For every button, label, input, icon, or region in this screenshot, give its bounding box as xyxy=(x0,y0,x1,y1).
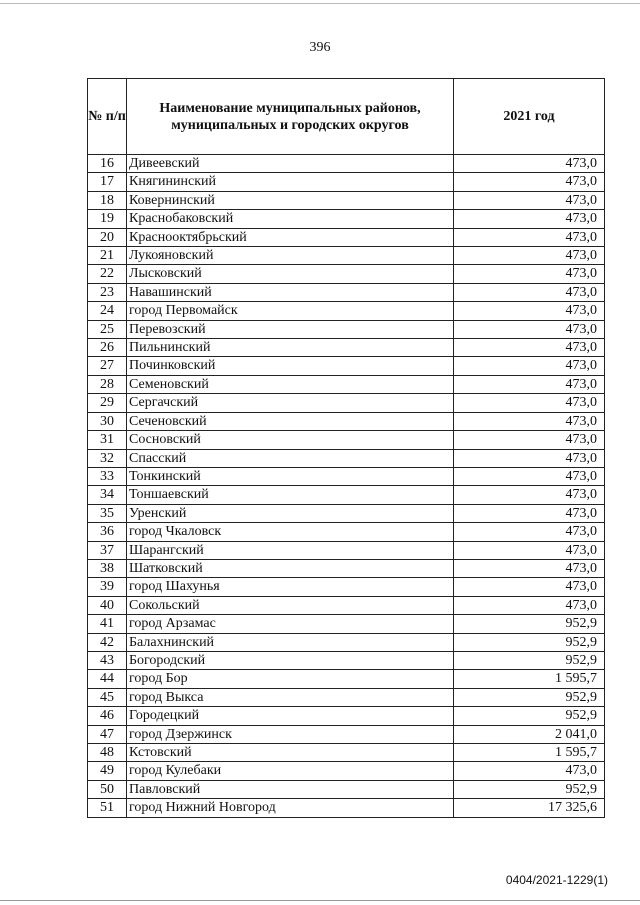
table-row xyxy=(88,559,605,577)
table-row xyxy=(88,596,605,614)
row-name: Балахнинский xyxy=(127,633,454,651)
table-row xyxy=(88,615,605,633)
table-row xyxy=(88,320,605,338)
table-row xyxy=(88,762,605,780)
table-row xyxy=(88,578,605,596)
table-header-row xyxy=(88,79,605,155)
row-value: 473,0 xyxy=(454,467,605,485)
row-number: 23 xyxy=(88,283,127,301)
table-row xyxy=(88,339,605,357)
row-value: 952,9 xyxy=(454,780,605,798)
row-number: 20 xyxy=(88,228,127,246)
row-number: 35 xyxy=(88,504,127,522)
row-number: 16 xyxy=(88,155,127,173)
row-name: Княгининский xyxy=(127,173,454,191)
row-number: 47 xyxy=(88,725,127,743)
table-row xyxy=(88,210,605,228)
row-value: 2 041,0 xyxy=(454,725,605,743)
table-row xyxy=(88,173,605,191)
row-name: город Чкаловск xyxy=(127,523,454,541)
row-number: 25 xyxy=(88,320,127,338)
table-row xyxy=(88,191,605,209)
row-value: 473,0 xyxy=(454,247,605,265)
row-value: 473,0 xyxy=(454,210,605,228)
row-number: 49 xyxy=(88,762,127,780)
row-value: 473,0 xyxy=(454,541,605,559)
table-row xyxy=(88,541,605,559)
table-body xyxy=(88,155,605,818)
row-value: 473,0 xyxy=(454,486,605,504)
row-name: Городецкий xyxy=(127,707,454,725)
row-name: Навашинский xyxy=(127,283,454,301)
row-value: 473,0 xyxy=(454,265,605,283)
row-name: город Дзержинск xyxy=(127,725,454,743)
row-value: 473,0 xyxy=(454,449,605,467)
table-row xyxy=(88,247,605,265)
table-row xyxy=(88,780,605,798)
row-name: Сосновский xyxy=(127,431,454,449)
row-value: 473,0 xyxy=(454,504,605,522)
table-row xyxy=(88,283,605,301)
table-row xyxy=(88,431,605,449)
table-row xyxy=(88,688,605,706)
row-value: 473,0 xyxy=(454,559,605,577)
row-name: Пильнинский xyxy=(127,339,454,357)
scan-edge-bottom xyxy=(0,900,640,901)
row-value: 473,0 xyxy=(454,357,605,375)
row-value: 473,0 xyxy=(454,320,605,338)
row-number: 48 xyxy=(88,744,127,762)
row-name: Шарангский xyxy=(127,541,454,559)
table-row xyxy=(88,412,605,430)
header-num: № п/п xyxy=(88,79,127,155)
row-number: 42 xyxy=(88,633,127,651)
row-number: 26 xyxy=(88,339,127,357)
document-code: 0404/2021-1229(1) xyxy=(505,873,608,887)
row-value: 473,0 xyxy=(454,412,605,430)
row-number: 38 xyxy=(88,559,127,577)
row-number: 30 xyxy=(88,412,127,430)
row-number: 44 xyxy=(88,670,127,688)
table-row xyxy=(88,651,605,669)
row-number: 41 xyxy=(88,615,127,633)
table-row xyxy=(88,707,605,725)
row-name: город Нижний Новгород xyxy=(127,799,454,817)
row-value: 1 595,7 xyxy=(454,670,605,688)
row-number: 19 xyxy=(88,210,127,228)
row-number: 28 xyxy=(88,375,127,393)
row-number: 40 xyxy=(88,596,127,614)
row-name: Ковернинский xyxy=(127,191,454,209)
row-number: 39 xyxy=(88,578,127,596)
row-name: город Первомайск xyxy=(127,302,454,320)
row-value: 473,0 xyxy=(454,394,605,412)
row-value: 1 595,7 xyxy=(454,744,605,762)
row-number: 18 xyxy=(88,191,127,209)
row-number: 51 xyxy=(88,799,127,817)
header-name: Наименование муниципальных районов, муниципальных и городских округов xyxy=(127,79,454,155)
table-row xyxy=(88,155,605,173)
table-row xyxy=(88,486,605,504)
row-number: 29 xyxy=(88,394,127,412)
row-name: Тоншаевский xyxy=(127,486,454,504)
row-value: 473,0 xyxy=(454,596,605,614)
row-number: 24 xyxy=(88,302,127,320)
table-row xyxy=(88,357,605,375)
row-number: 45 xyxy=(88,688,127,706)
row-number: 37 xyxy=(88,541,127,559)
row-number: 36 xyxy=(88,523,127,541)
row-number: 31 xyxy=(88,431,127,449)
row-name: Уренский xyxy=(127,504,454,522)
row-number: 33 xyxy=(88,467,127,485)
row-name: Шатковский xyxy=(127,559,454,577)
row-value: 952,9 xyxy=(454,688,605,706)
table-row xyxy=(88,504,605,522)
row-name: Починковский xyxy=(127,357,454,375)
scan-edge-top xyxy=(0,3,640,4)
row-value: 473,0 xyxy=(454,523,605,541)
municipal-table xyxy=(87,78,605,818)
table-row xyxy=(88,523,605,541)
row-name: город Выкса xyxy=(127,688,454,706)
table-row xyxy=(88,799,605,817)
row-number: 46 xyxy=(88,707,127,725)
row-number: 43 xyxy=(88,651,127,669)
row-number: 17 xyxy=(88,173,127,191)
row-name: Перевозский xyxy=(127,320,454,338)
table-row xyxy=(88,670,605,688)
row-value: 473,0 xyxy=(454,173,605,191)
row-value: 473,0 xyxy=(454,375,605,393)
row-name: Дивеевский xyxy=(127,155,454,173)
header-year: 2021 год xyxy=(454,79,605,155)
row-name: Краснобаковский xyxy=(127,210,454,228)
table-row xyxy=(88,725,605,743)
row-value: 473,0 xyxy=(454,191,605,209)
row-value: 17 325,6 xyxy=(454,799,605,817)
table-row xyxy=(88,302,605,320)
row-name: Лукояновский xyxy=(127,247,454,265)
row-value: 473,0 xyxy=(454,228,605,246)
row-number: 34 xyxy=(88,486,127,504)
row-value: 952,9 xyxy=(454,651,605,669)
row-name: Кстовский xyxy=(127,744,454,762)
row-value: 952,9 xyxy=(454,633,605,651)
row-value: 952,9 xyxy=(454,707,605,725)
row-value: 473,0 xyxy=(454,302,605,320)
row-name: город Шахунья xyxy=(127,578,454,596)
row-name: Семеновский xyxy=(127,375,454,393)
row-name: город Бор xyxy=(127,670,454,688)
table-row xyxy=(88,467,605,485)
row-value: 473,0 xyxy=(454,339,605,357)
row-number: 27 xyxy=(88,357,127,375)
row-name: город Арзамас xyxy=(127,615,454,633)
row-number: 50 xyxy=(88,780,127,798)
row-name: Богородский xyxy=(127,651,454,669)
row-name: город Кулебаки xyxy=(127,762,454,780)
row-name: Лысковский xyxy=(127,265,454,283)
row-value: 473,0 xyxy=(454,283,605,301)
row-name: Спасский xyxy=(127,449,454,467)
row-value: 473,0 xyxy=(454,431,605,449)
table-row xyxy=(88,633,605,651)
row-value: 952,9 xyxy=(454,615,605,633)
row-name: Сергачский xyxy=(127,394,454,412)
table-row xyxy=(88,228,605,246)
row-name: Павловский xyxy=(127,780,454,798)
row-name: Краснооктябрьский xyxy=(127,228,454,246)
page-number: 396 xyxy=(309,40,331,55)
table-row xyxy=(88,375,605,393)
row-value: 473,0 xyxy=(454,578,605,596)
row-number: 22 xyxy=(88,265,127,283)
row-name: Сокольский xyxy=(127,596,454,614)
table-row xyxy=(88,265,605,283)
row-name: Сеченовский xyxy=(127,412,454,430)
table-row xyxy=(88,394,605,412)
row-number: 32 xyxy=(88,449,127,467)
row-value: 473,0 xyxy=(454,762,605,780)
row-name: Тонкинский xyxy=(127,467,454,485)
row-number: 21 xyxy=(88,247,127,265)
table-row xyxy=(88,449,605,467)
row-value: 473,0 xyxy=(454,155,605,173)
table-row xyxy=(88,744,605,762)
